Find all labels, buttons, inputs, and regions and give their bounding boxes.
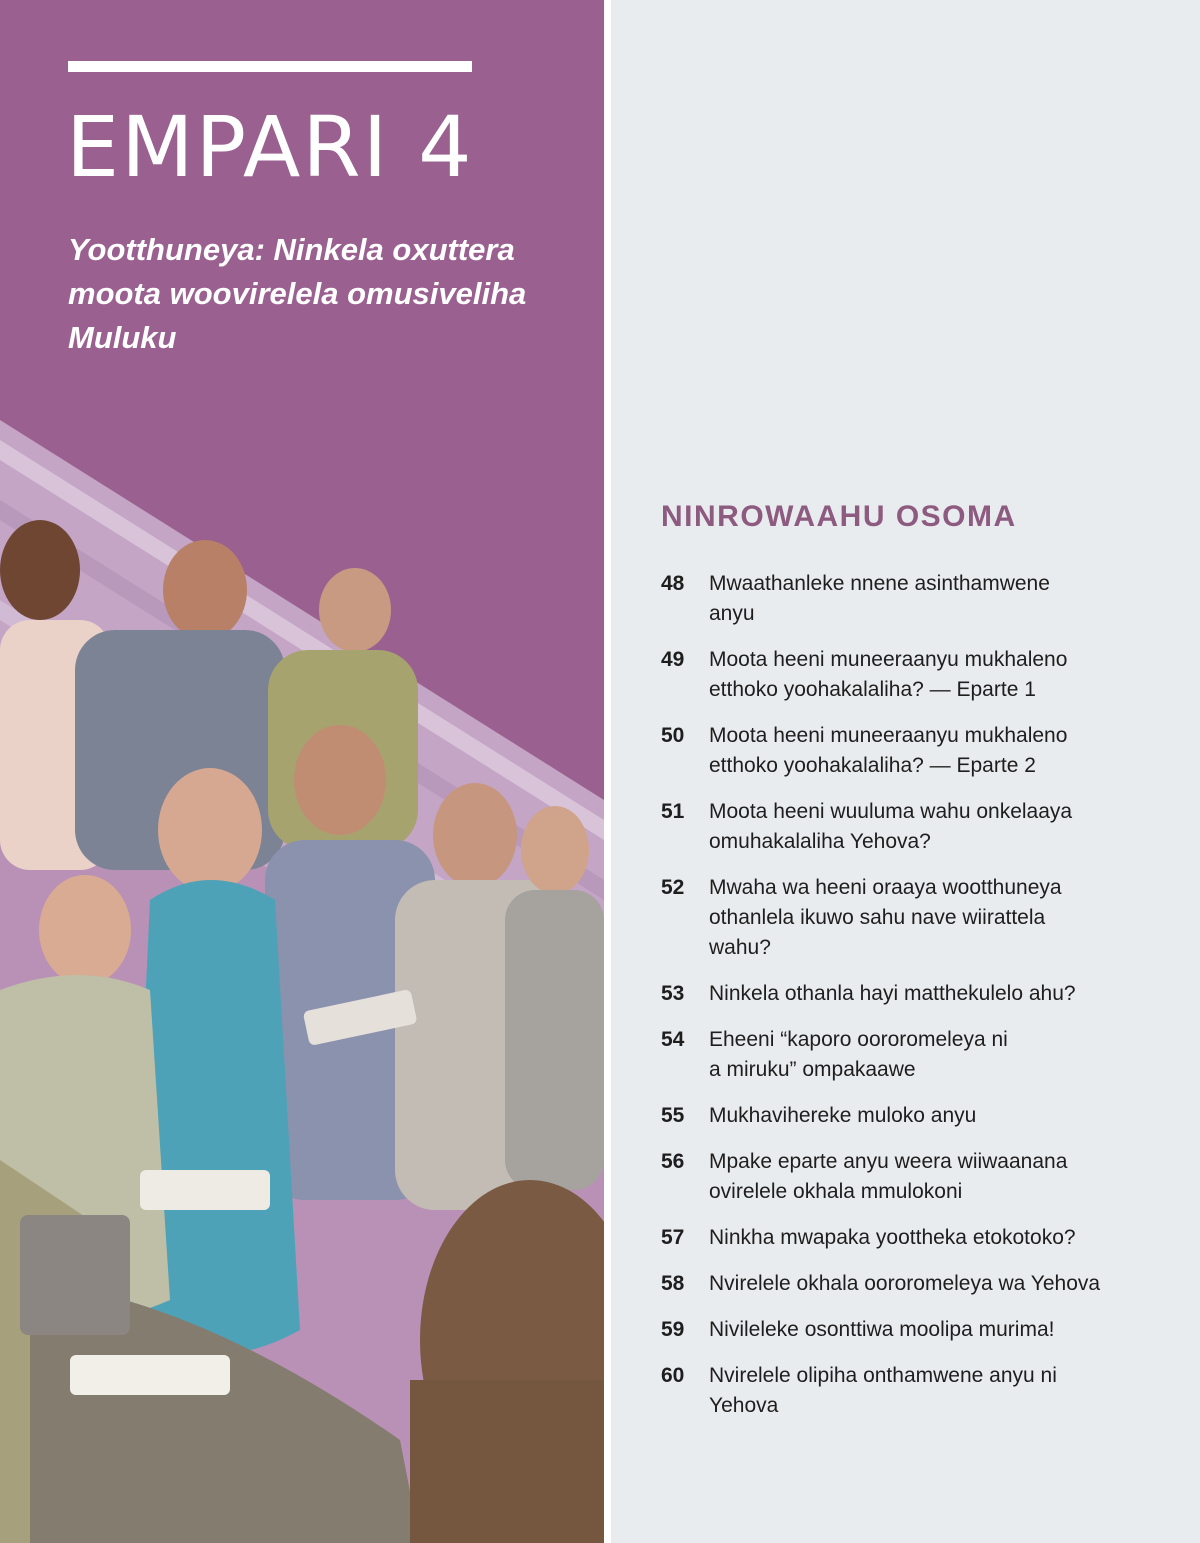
lesson-number: 51	[661, 800, 685, 823]
lesson-number: 49	[661, 648, 685, 671]
lesson-item[interactable]	[661, 1315, 1151, 1345]
lesson-title: Nvirelele okhala oororomeleya wa Yehova	[709, 1272, 1101, 1295]
lesson-item[interactable]	[661, 873, 1151, 963]
lesson-number: 50	[661, 724, 685, 747]
lesson-number: 48	[661, 572, 685, 595]
lesson-item[interactable]	[661, 1025, 1151, 1085]
lesson-item[interactable]	[661, 569, 1151, 629]
lesson-number: 53	[661, 982, 685, 1005]
lesson-title: Nvirelele olipiha onthamwene anyu ni Yehova	[709, 1364, 1057, 1417]
lesson-list	[661, 569, 1151, 1437]
lesson-item[interactable]	[661, 1361, 1151, 1421]
lesson-number: 58	[661, 1272, 685, 1295]
lesson-item[interactable]	[661, 1147, 1151, 1207]
lesson-title: Moota heeni muneeraanyu mukhaleno etthoko yoohakalaliha? — Eparte 1	[709, 648, 1068, 701]
contents-heading: NINROWAAHU OSOMA	[661, 500, 1017, 533]
lesson-item[interactable]	[661, 1269, 1151, 1299]
lesson-item[interactable]	[661, 1101, 1151, 1131]
lesson-number: 56	[661, 1150, 685, 1173]
title-rule	[68, 61, 472, 72]
lesson-number: 60	[661, 1364, 685, 1387]
lesson-item[interactable]	[661, 645, 1151, 705]
lesson-title: Mpake eparte anyu weera wiiwaanana ovirelele okhala mmulokoni	[709, 1150, 1068, 1203]
part-subtitle: Yootthuneya: Ninkela oxuttera moota woovirelela omusiveliha Muluku	[68, 232, 527, 355]
lesson-title: Ninkha mwapaka yoottheka etokotoko?	[709, 1226, 1076, 1249]
part-title: EMPARI 4	[66, 98, 474, 196]
lesson-number: 55	[661, 1104, 685, 1127]
lesson-number: 57	[661, 1226, 685, 1249]
lesson-number: 52	[661, 876, 685, 899]
page-divider	[604, 0, 611, 1543]
lesson-title: Moota heeni wuuluma wahu onkelaaya omuhakalaliha Yehova?	[709, 800, 1073, 853]
lesson-item[interactable]	[661, 721, 1151, 781]
lesson-item[interactable]	[661, 797, 1151, 857]
lesson-title: Eheeni “kaporo oororomeleya ni a miruku” ompakaawe	[709, 1028, 1008, 1081]
lesson-item[interactable]	[661, 1223, 1151, 1253]
lesson-item[interactable]	[661, 979, 1151, 1009]
lesson-title: Nivileleke osonttiwa moolipa murima!	[709, 1318, 1055, 1341]
lesson-title: Mwaha wa heeni oraaya wootthuneya othanlela ikuwo sahu nave wiirattela wahu?	[709, 876, 1062, 959]
lesson-number: 59	[661, 1318, 685, 1341]
lesson-number: 54	[661, 1028, 685, 1051]
lesson-title: Moota heeni muneeraanyu mukhaleno etthoko yoohakalaliha? — Eparte 2	[709, 724, 1068, 777]
lesson-title: Mwaathanleke nnene asinthamwene anyu	[709, 572, 1050, 625]
lesson-title: Ninkela othanla hayi matthekulelo ahu?	[709, 982, 1076, 1005]
lesson-title: Mukhavihereke muloko anyu	[709, 1104, 977, 1127]
